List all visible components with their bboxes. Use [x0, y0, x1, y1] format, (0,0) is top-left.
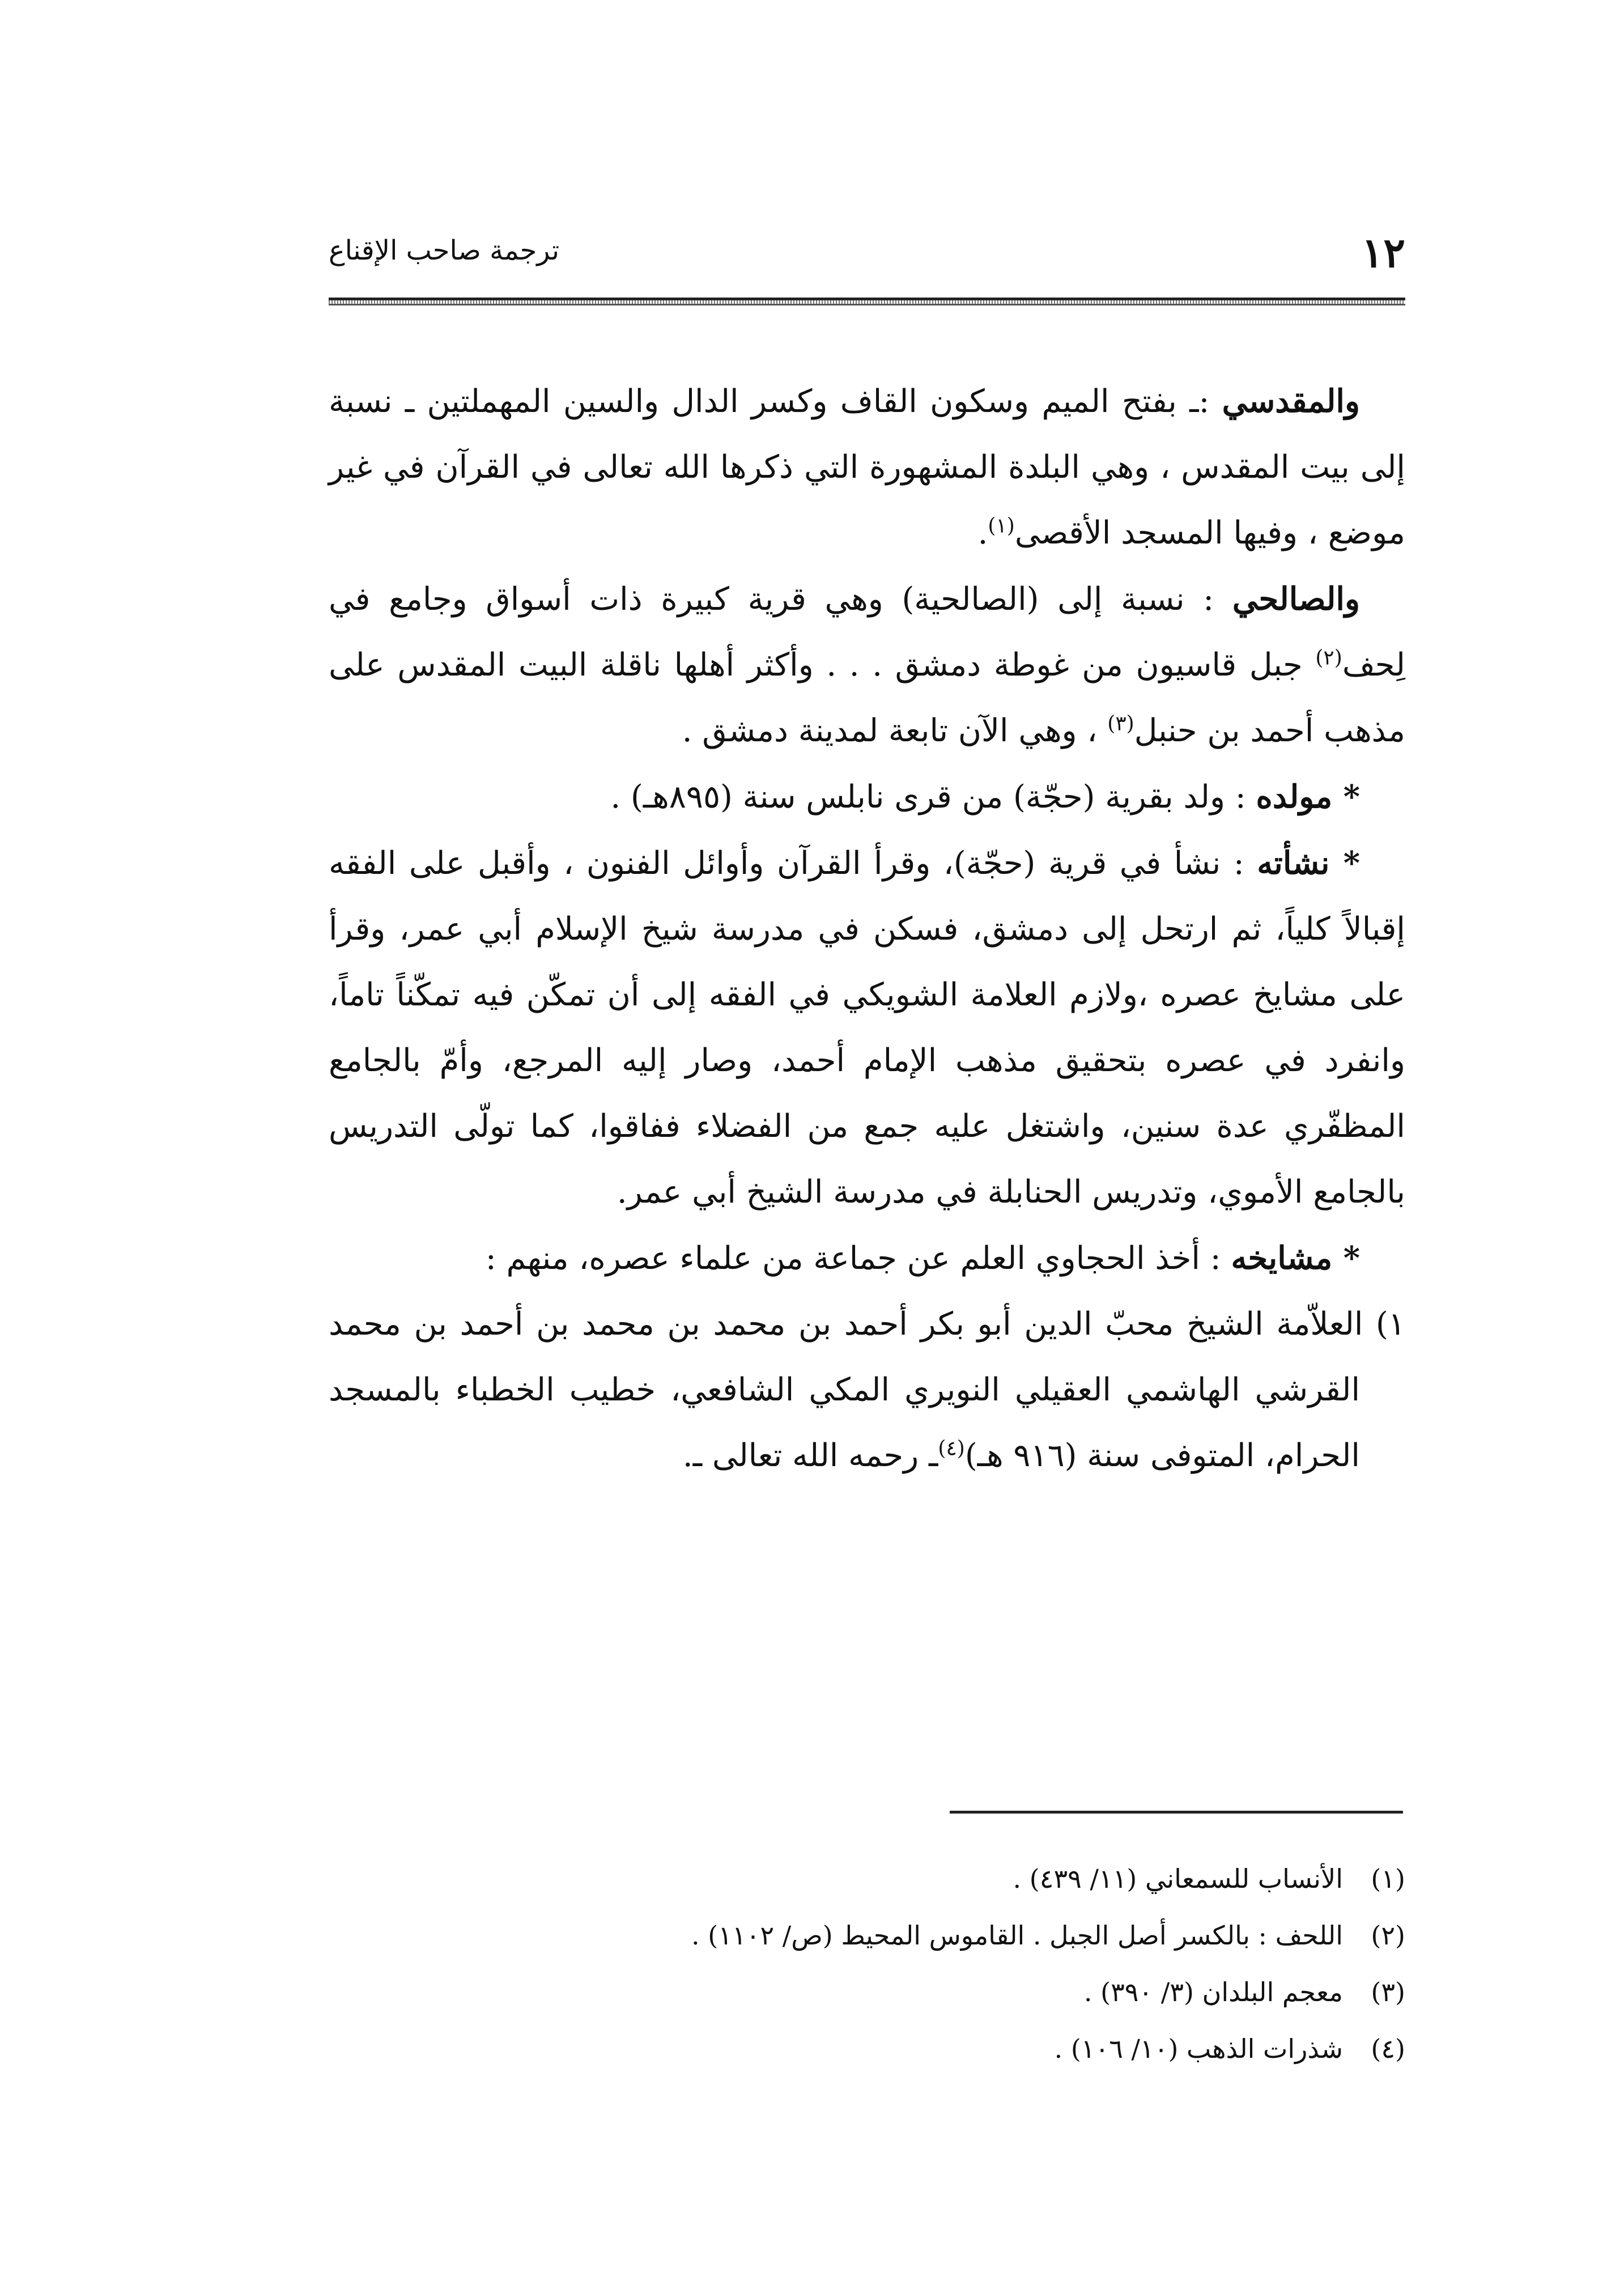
footnote-number: (٢) [1371, 1920, 1405, 1951]
paragraph-text: جبل قاسيون من غوطة دمشق . . . وأكثر أهلها ناقلة البيت المقدس على مذهب أحمد بن حنبل [329, 647, 1405, 749]
footnote-text: معجم البلدان (٣/ ٣٩٠) . [1083, 1977, 1343, 2007]
page-header [329, 227, 1405, 289]
footnote-ref-3: (٣) [1107, 712, 1134, 736]
term-maqdisi: والمقدسي [1222, 383, 1360, 420]
paragraph-text: :ـ بفتح الميم وسكون القاف وكسر الدال والسين المهملتين ـ نسبة إلى بيت المقدس ، وهي البلدة المشهورة التي ذكرها الله تعالى في القرآن في غير موضع ، وفيها المسجد الأقصى [329, 383, 1405, 551]
footnote-number: (٣) [1371, 1977, 1405, 2007]
section-marker-teachers: * مشايخه [1231, 1239, 1360, 1277]
paragraph-text: ١) العلاّمة الشيخ محبّ الدين أبو بكر أحمد بن محمد بن محمد بن أحمد بن محمد القرشي الهاشمي العقيلي النويري المكي الشافعي، خطيب الخطباء بالمسجد الحرام، المتوفى سنة (٩١٦ هـ) [329, 1306, 1405, 1474]
paragraph-text: ـ رحمه الله تعالى ـ. [682, 1437, 938, 1474]
running-title: ترجمة صاحب الإقناع [329, 235, 560, 266]
paragraph-end: . [977, 515, 988, 551]
footnote-2 [329, 1907, 1405, 1964]
footnote-text: الأنساب للسمعاني (١١/ ٤٣٩) . [1013, 1863, 1343, 1894]
footnote-ref-1: (١) [988, 514, 1015, 538]
footnotes [329, 1850, 1405, 2077]
footnote-3 [329, 1964, 1405, 2020]
paragraph-teachers [329, 1225, 1405, 1292]
teacher-list-item-1 [329, 1292, 1405, 1489]
paragraph-text: : نسبة إلى (الصالحية) وهي قرية كبيرة ذات أسواق وجامع في لِحف [329, 581, 1405, 683]
paragraph-text: : نشأ في قرية (حجّة)، وقرأ القرآن وأوائل الفنون ، وأقبل على الفقه إقبالاً كلياً، ثم ارتحل إلى دمشق، فسكن في مدرسة شيخ الإسلام أبي عمر، وقرأ على مشايخ عصره ،ولازم العلامة الشويكي في الفقه إلى أن تمكّن فيه تمكّناً تاماً، وانفرد في عصره بتحقيق مذهب الإمام أحمد، وصار إليه المرجع، وأمّ بالجامع المظفّري عدة سنين، واشتغل عليه جمع من الفضلاء ففاقوا، كما تولّى التدريس بالجامع الأموي، وتدريس الحنابلة في مدرسة الشيخ أبي عمر. [329, 845, 1405, 1211]
paragraph-maqdisi [329, 368, 1405, 566]
paragraph-birth [329, 764, 1405, 830]
paragraph-text: : ولد بقرية (حجّة) من قرى نابلس سنة (٨٩٥هـ) . [610, 779, 1256, 816]
footnote-1 [329, 1850, 1405, 1907]
footnote-text: شذرات الذهب (١٠/ ١٠٦) . [1054, 2033, 1343, 2064]
section-marker-upbringing: * نشأته [1257, 844, 1361, 882]
footnote-separator [950, 1811, 1403, 1814]
footnote-ref-2: (٢) [1315, 646, 1342, 670]
footnote-text: اللحف : بالكسر أصل الجبل . القاموس المحيط (ص/ ١١٠٢) . [691, 1920, 1343, 1951]
paragraph-text: ، وهي الآن تابعة لمدينة دمشق . [682, 712, 1108, 749]
main-text [329, 368, 1405, 1489]
header-rule [329, 298, 1405, 305]
footnote-number: (٤) [1371, 2033, 1405, 2064]
page-number: ١٢ [1361, 228, 1405, 277]
footnote-number: (١) [1371, 1863, 1405, 1894]
paragraph-salihi [329, 566, 1405, 764]
section-marker-birth: * مولده [1256, 778, 1360, 816]
footnote-4 [329, 2020, 1405, 2077]
term-salihi: والصالحي [1232, 580, 1360, 618]
paragraph-upbringing [329, 830, 1405, 1225]
paragraph-text: : أخذ الحجاوي العلم عن جماعة من علماء عصره، منهم : [485, 1240, 1231, 1277]
footnote-ref-4: (٤) [938, 1437, 965, 1460]
